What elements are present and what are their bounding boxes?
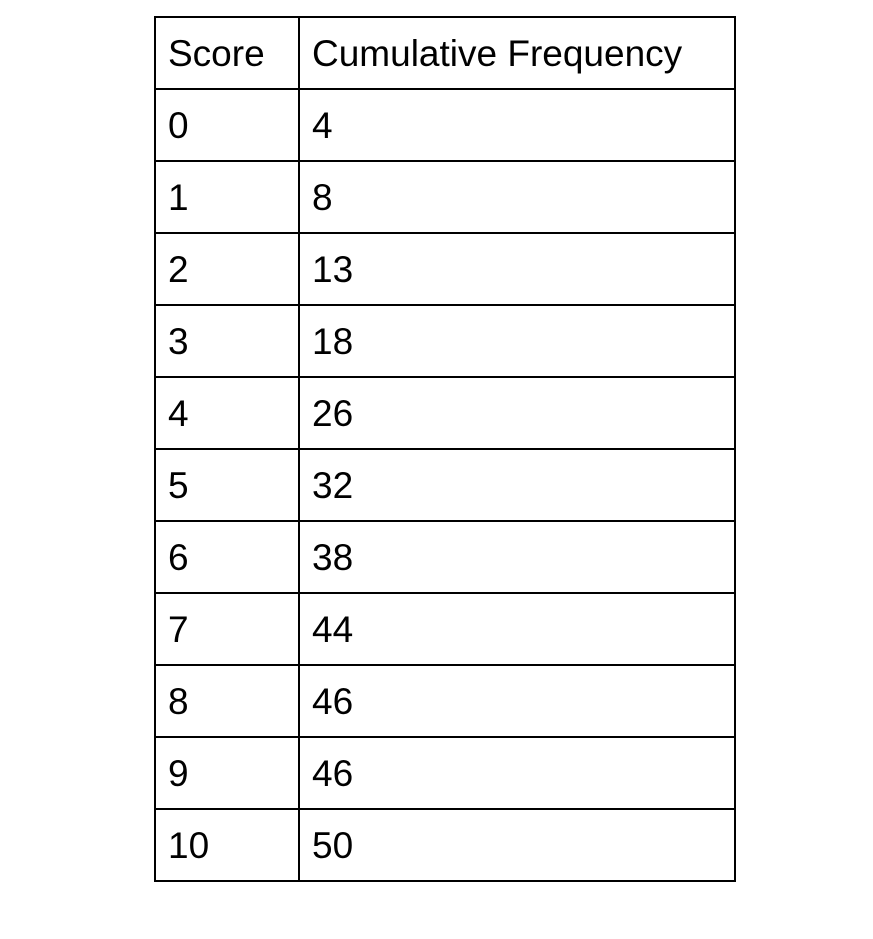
score-cell: 3 bbox=[155, 305, 299, 377]
table-row bbox=[155, 737, 735, 809]
table-row bbox=[155, 665, 735, 737]
cumulative-frequency-cell: 4 bbox=[299, 89, 735, 161]
score-cell: 8 bbox=[155, 665, 299, 737]
header-cumulative-frequency: Cumulative Frequency bbox=[299, 17, 735, 89]
cumulative-frequency-cell: 18 bbox=[299, 305, 735, 377]
frequency-table bbox=[154, 16, 736, 882]
score-cell: 1 bbox=[155, 161, 299, 233]
header-row bbox=[155, 17, 735, 89]
score-cell: 10 bbox=[155, 809, 299, 881]
cumulative-frequency-cell: 38 bbox=[299, 521, 735, 593]
cumulative-frequency-cell: 50 bbox=[299, 809, 735, 881]
table-row bbox=[155, 521, 735, 593]
header-score: Score bbox=[155, 17, 299, 89]
table-row bbox=[155, 377, 735, 449]
table-row bbox=[155, 809, 735, 881]
score-cell: 6 bbox=[155, 521, 299, 593]
score-cell: 0 bbox=[155, 89, 299, 161]
table-row bbox=[155, 233, 735, 305]
cumulative-frequency-cell: 26 bbox=[299, 377, 735, 449]
table-row bbox=[155, 89, 735, 161]
cumulative-frequency-cell: 44 bbox=[299, 593, 735, 665]
score-cell: 5 bbox=[155, 449, 299, 521]
score-cell: 7 bbox=[155, 593, 299, 665]
table-row bbox=[155, 305, 735, 377]
cumulative-frequency-cell: 46 bbox=[299, 737, 735, 809]
table-row bbox=[155, 161, 735, 233]
cumulative-frequency-cell: 13 bbox=[299, 233, 735, 305]
table-row bbox=[155, 449, 735, 521]
score-cell: 4 bbox=[155, 377, 299, 449]
cumulative-frequency-cell: 46 bbox=[299, 665, 735, 737]
score-cell: 2 bbox=[155, 233, 299, 305]
table-row bbox=[155, 593, 735, 665]
cumulative-frequency-cell: 32 bbox=[299, 449, 735, 521]
score-cell: 9 bbox=[155, 737, 299, 809]
cumulative-frequency-cell: 8 bbox=[299, 161, 735, 233]
